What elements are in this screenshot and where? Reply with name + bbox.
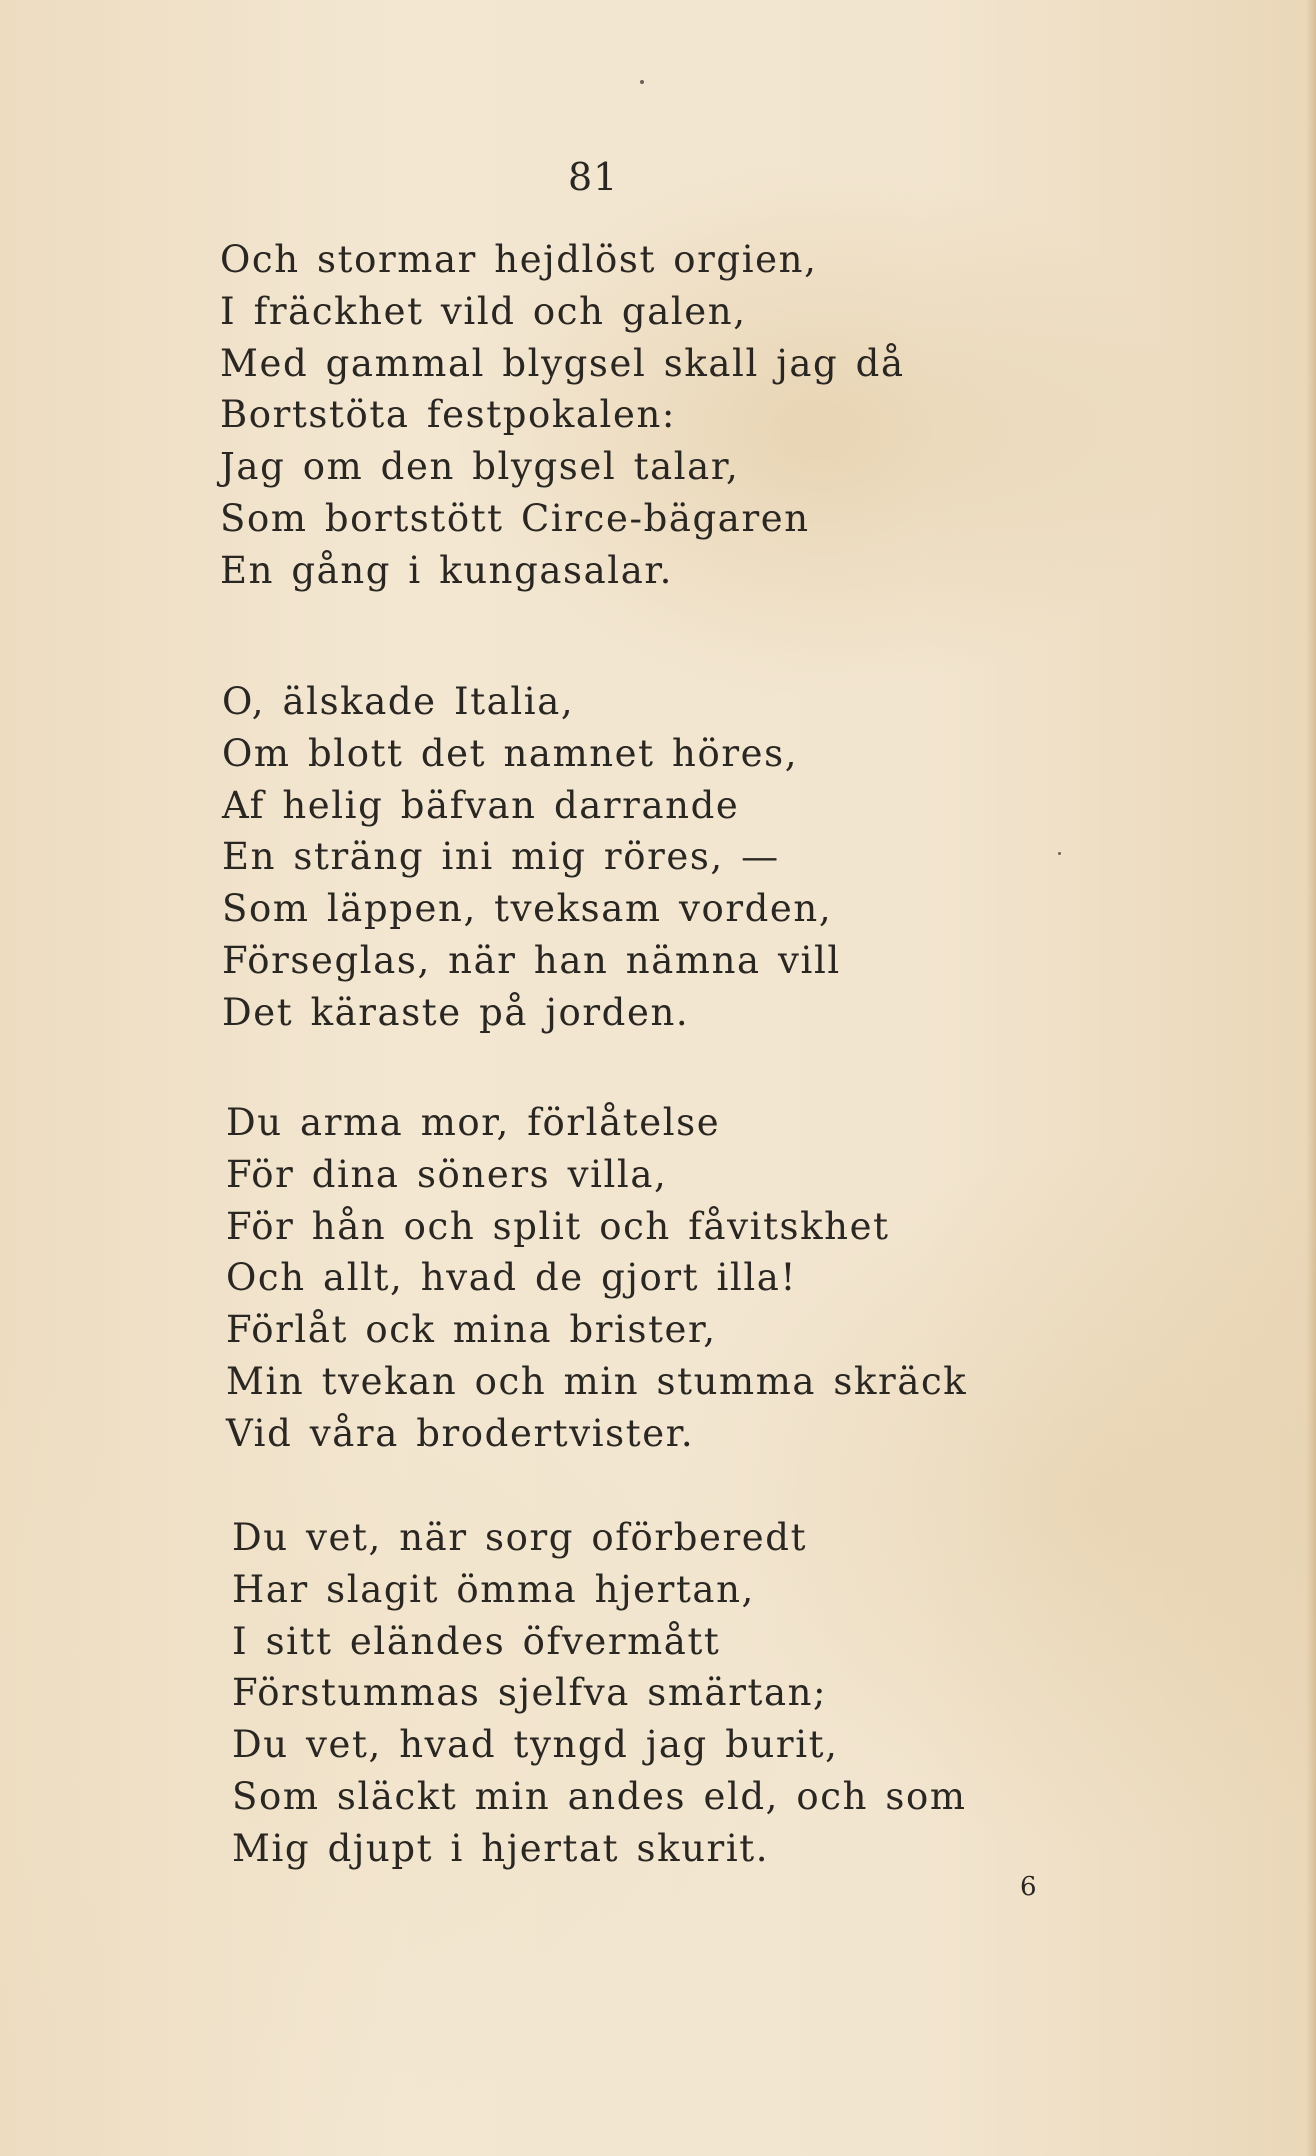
verse-line: Bortstöta festpokalen: xyxy=(220,393,676,437)
verse-line: För hån och split och fåvitskhet xyxy=(226,1204,890,1248)
verse-line: I sitt eländes öfvermått xyxy=(232,1619,721,1663)
stanza xyxy=(232,1512,967,1875)
verse-line: Förstummas sjelfva smärtan; xyxy=(232,1671,828,1715)
verse-line: Och stormar hejdlöst orgien, xyxy=(220,238,818,281)
verse-line: Mig djupt i hjertat skurit. xyxy=(232,1826,770,1870)
verse-line: Som läppen, tveksam vorden, xyxy=(222,887,833,931)
verse-line: Som släckt min andes eld, och som xyxy=(232,1774,967,1818)
ink-speck xyxy=(1058,852,1061,855)
ink-speck xyxy=(640,80,644,84)
verse-line: För dina söners villa, xyxy=(226,1152,668,1196)
stanza xyxy=(220,234,905,597)
verse-line: Vid våra brodertvister. xyxy=(226,1411,695,1455)
verse-line: Du vet, när sorg oförberedt xyxy=(232,1516,808,1559)
verse-line: Och allt, hvad de gjort illa! xyxy=(226,1256,797,1300)
verse-line: Du vet, hvad tyngd jag burit, xyxy=(232,1723,839,1767)
stanza xyxy=(226,1097,967,1460)
verse-line: O, älskade Italia, xyxy=(222,680,575,723)
page-number: 81 xyxy=(568,155,619,199)
verse-line: Om blott det namnet höres, xyxy=(222,731,799,775)
signature-mark: 6 xyxy=(1020,1872,1037,1902)
page-edge xyxy=(1306,0,1316,2156)
verse-line: Har slagit ömma hjertan, xyxy=(232,1567,755,1611)
verse-line: Du arma mor, förlåtelse xyxy=(226,1101,721,1144)
verse-line: En gång i kungasalar. xyxy=(220,548,673,592)
verse-line: En sträng ini mig röres, — xyxy=(222,835,780,879)
verse-line: Med gammal blygsel skall jag då xyxy=(220,341,905,385)
verse-line: Min tvekan och min stumma skräck xyxy=(226,1359,968,1403)
verse-line: I fräckhet vild och galen, xyxy=(220,289,747,333)
verse-line: Af helig bäfvan darrande xyxy=(222,783,740,827)
verse-line: Som bortstött Circe-bägaren xyxy=(220,496,810,540)
verse-line: Det käraste på jorden. xyxy=(222,990,690,1034)
verse-line: Förlåt ock mina brister, xyxy=(226,1308,717,1352)
stanza xyxy=(222,676,841,1039)
verse-line: Jag om den blygsel talar, xyxy=(220,445,740,489)
verse-line: Förseglas, när han nämna vill xyxy=(222,938,841,982)
